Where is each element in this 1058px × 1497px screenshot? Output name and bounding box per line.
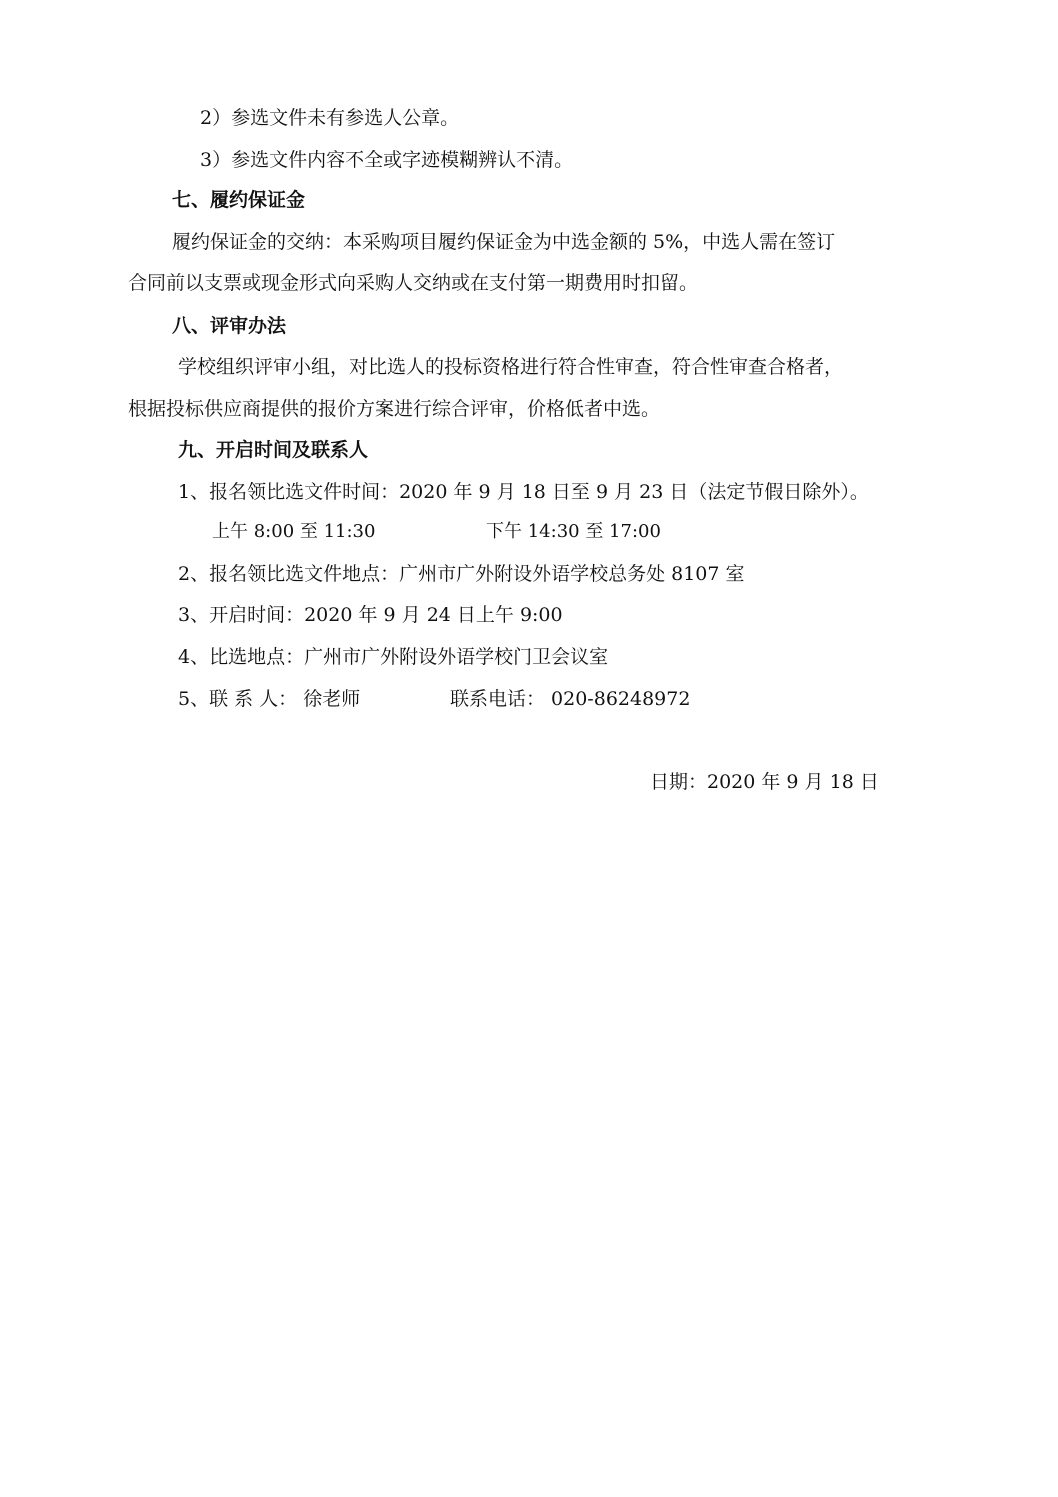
section-8-paragraph-line-2: 根据投标供应商提供的报价方案进行综合评审，价格低者中选。	[128, 398, 661, 420]
item-3: 3）参选文件内容不全或字迹模糊辨认不清。	[200, 149, 574, 171]
item-2: 2）参选文件未有参选人公章。	[200, 107, 460, 129]
section-7-heading: 七、履约保证金	[172, 189, 306, 211]
section-8-paragraph-line-1: 学校组织评审小组，对比选人的投标资格进行符合性审查，符合性审查合格者，	[178, 356, 844, 378]
document-date: 日期：2020 年 9 月 18 日	[650, 771, 879, 793]
section-7-paragraph-line-2: 合同前以支票或现金形式向采购人交纳或在支付第一期费用时扣留。	[128, 272, 699, 294]
section-9-entry-3: 3、开启时间：2020 年 9 月 24 日上午 9:00	[178, 604, 563, 626]
section-9-entry-1-morning: 上午 8:00 至 11:30	[212, 521, 376, 542]
section-8-heading: 八、评审办法	[172, 315, 287, 337]
section-9-entry-5-contact: 5、联 系 人： 徐老师	[178, 688, 361, 710]
section-7-paragraph-line-1: 履约保证金的交纳：本采购项目履约保证金为中选金额的 5%，中选人需在签订	[172, 231, 836, 253]
section-9-entry-1: 1、报名领比选文件时间：2020 年 9 月 18 日至 9 月 23 日（法定节假日除外）。	[178, 481, 869, 503]
section-9-heading: 九、开启时间及联系人	[178, 439, 369, 461]
section-9-entry-2: 2、报名领比选文件地点：广州市广外附设外语学校总务处 8107 室	[178, 563, 745, 585]
section-9-entry-5-phone: 联系电话： 020-86248972	[450, 688, 691, 710]
section-9-entry-4: 4、比选地点：广州市广外附设外语学校门卫会议室	[178, 646, 609, 668]
section-9-entry-1-afternoon: 下午 14:30 至 17:00	[486, 521, 661, 542]
